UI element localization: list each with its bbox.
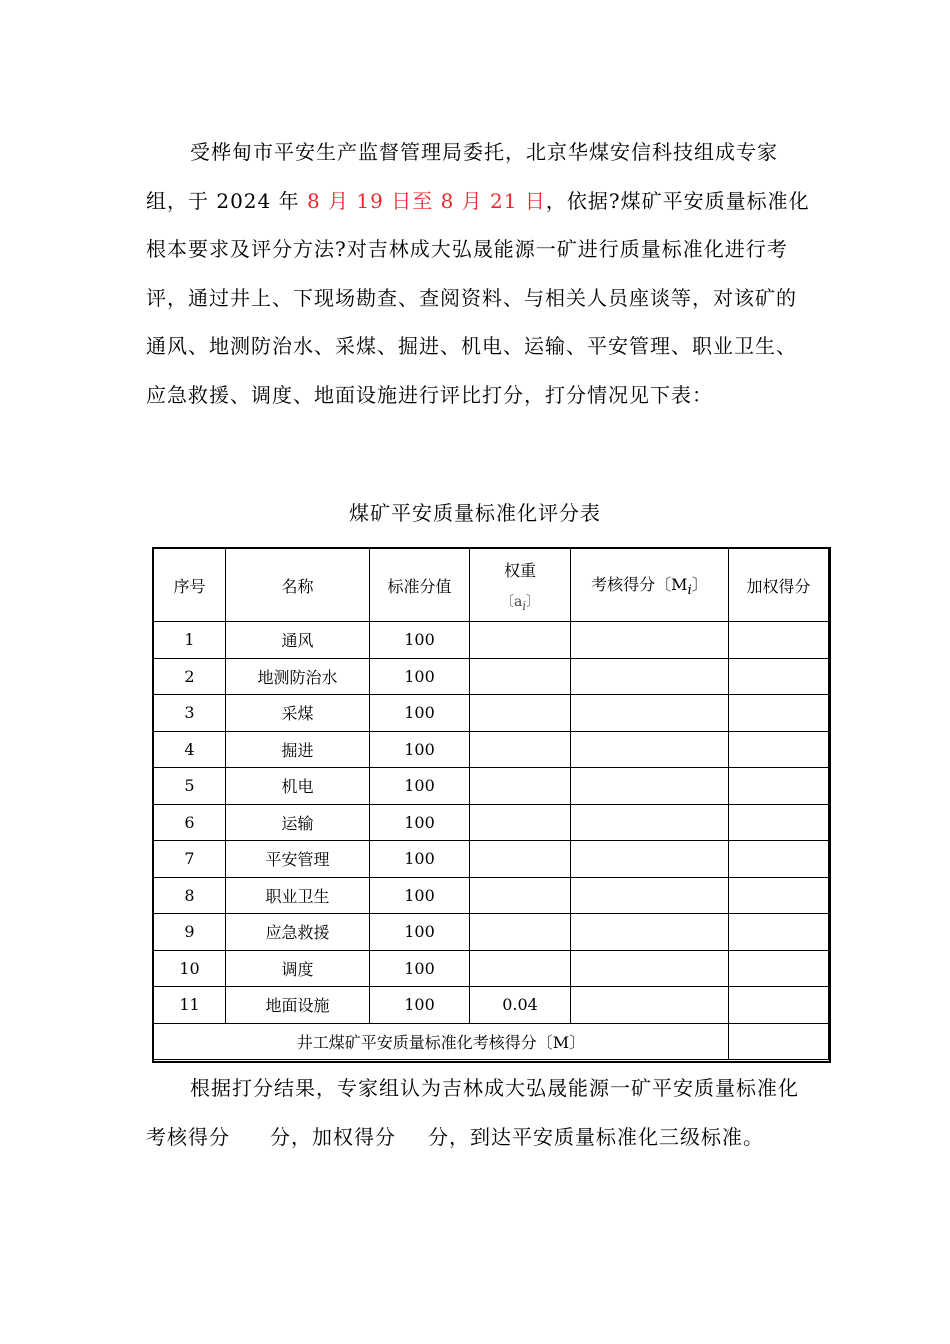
conclusion-text-3: 分，到达平安质量标准化三级标准。 <box>428 1124 764 1149</box>
table-row <box>154 950 829 987</box>
cell-weighted <box>729 877 829 914</box>
header-weight-label: 权重 <box>503 560 536 580</box>
cell-no: 8 <box>154 877 226 914</box>
header-name: 名称 <box>226 549 370 622</box>
cell-standard: 100 <box>370 768 470 805</box>
total-value <box>729 1023 829 1059</box>
cell-no: 7 <box>154 841 226 878</box>
cell-standard: 100 <box>370 914 470 951</box>
cell-weighted <box>729 731 829 768</box>
cell-score <box>571 914 729 951</box>
cell-weight <box>470 877 571 914</box>
conclusion-paragraph <box>146 1064 810 1161</box>
header-standard: 标准分值 <box>370 549 470 622</box>
cell-weighted <box>729 622 829 659</box>
cell-weighted <box>729 914 829 951</box>
score-table <box>153 548 829 1060</box>
table-title: 煤矿平安质量标准化评分表 <box>349 501 601 525</box>
table-row <box>154 914 829 951</box>
cell-weight <box>470 768 571 805</box>
cell-weight <box>470 804 571 841</box>
table-row <box>154 841 829 878</box>
cell-name: 通风 <box>226 622 370 659</box>
cell-no: 1 <box>154 622 226 659</box>
cell-name: 应急救援 <box>226 914 370 951</box>
cell-no: 6 <box>154 804 226 841</box>
cell-weight <box>470 731 571 768</box>
cell-name: 采煤 <box>226 695 370 732</box>
cell-no: 4 <box>154 731 226 768</box>
cell-score <box>571 622 729 659</box>
cell-no: 10 <box>154 950 226 987</box>
intro-paragraph <box>146 128 810 419</box>
table-header-row <box>154 549 829 622</box>
cell-score <box>571 841 729 878</box>
cell-weighted <box>729 950 829 987</box>
cell-standard: 100 <box>370 950 470 987</box>
table-row <box>154 731 829 768</box>
cell-weighted <box>729 987 829 1024</box>
cell-no: 9 <box>154 914 226 951</box>
table-row <box>154 804 829 841</box>
cell-weighted <box>729 804 829 841</box>
cell-weight <box>470 841 571 878</box>
cell-score <box>571 987 729 1024</box>
intro-text-2: ，依据?煤矿平安质量标准化根本要求及评分方法?对吉林成大弘晟能源一矿进行质量标准化进行考评，通过井上、下现场勘查、查阅资料、与相关人员座谈等，对该矿的通风、地测防治水、采煤、掘进、机电、运输、平安管理、职业卫生、应急救援、调度、地面设施进行评比打分，打分情况见下表： <box>146 188 810 407</box>
cell-score <box>571 658 729 695</box>
cell-no: 2 <box>154 658 226 695</box>
cell-no: 5 <box>154 768 226 805</box>
cell-weighted <box>729 841 829 878</box>
header-no: 序号 <box>154 549 226 622</box>
cell-score <box>571 950 729 987</box>
cell-standard: 100 <box>370 731 470 768</box>
cell-score <box>571 768 729 805</box>
cell-standard: 100 <box>370 987 470 1024</box>
cell-no: 3 <box>154 695 226 732</box>
cell-weighted <box>729 768 829 805</box>
table-row <box>154 877 829 914</box>
cell-standard: 100 <box>370 695 470 732</box>
conclusion-text-1: 根据打分结果，专家组认为吉林成大弘晟能源一矿平安质量标准化考核得分 <box>146 1076 799 1149</box>
cell-weight <box>470 695 571 732</box>
cell-score <box>571 877 729 914</box>
table-row <box>154 987 829 1024</box>
cell-score <box>571 731 729 768</box>
cell-standard: 100 <box>370 841 470 878</box>
cell-name: 掘进 <box>226 731 370 768</box>
cell-name: 机电 <box>226 768 370 805</box>
intro-date-range: 8 月 19 日至 8 月 21 日 <box>306 188 546 213</box>
header-weighted: 加权得分 <box>729 549 829 622</box>
intro-text-1: 受桦甸市平安生产监督管理局委托，北京华煤安信科技组成专家组，于 2024 年 <box>146 140 778 213</box>
total-row <box>154 1023 829 1059</box>
cell-name: 调度 <box>226 950 370 987</box>
cell-name: 运输 <box>226 804 370 841</box>
cell-weight <box>470 950 571 987</box>
cell-standard: 100 <box>370 877 470 914</box>
header-weight-symbol: 〔$a_i$〕 <box>499 593 541 613</box>
table-row <box>154 658 829 695</box>
conclusion-text-2: 分，加权得分 <box>270 1124 396 1149</box>
cell-score <box>571 695 729 732</box>
header-weight <box>470 549 571 622</box>
cell-score <box>571 804 729 841</box>
cell-name: 地测防治水 <box>226 658 370 695</box>
header-score: 考核得分〔$M_i$〕 <box>571 549 729 622</box>
cell-weighted <box>729 695 829 732</box>
cell-name: 职业卫生 <box>226 877 370 914</box>
table-row <box>154 768 829 805</box>
cell-name: 平安管理 <box>226 841 370 878</box>
cell-name: 地面设施 <box>226 987 370 1024</box>
cell-weight <box>470 622 571 659</box>
cell-weight <box>470 658 571 695</box>
table-row <box>154 695 829 732</box>
table-row <box>154 622 829 659</box>
cell-no: 11 <box>154 987 226 1024</box>
total-label: 井工煤矿平安质量标准化考核得分〔M〕 <box>154 1023 729 1059</box>
cell-standard: 100 <box>370 658 470 695</box>
cell-weight: 0.04 <box>470 987 571 1024</box>
cell-standard: 100 <box>370 622 470 659</box>
cell-standard: 100 <box>370 804 470 841</box>
cell-weighted <box>729 658 829 695</box>
cell-weight <box>470 914 571 951</box>
